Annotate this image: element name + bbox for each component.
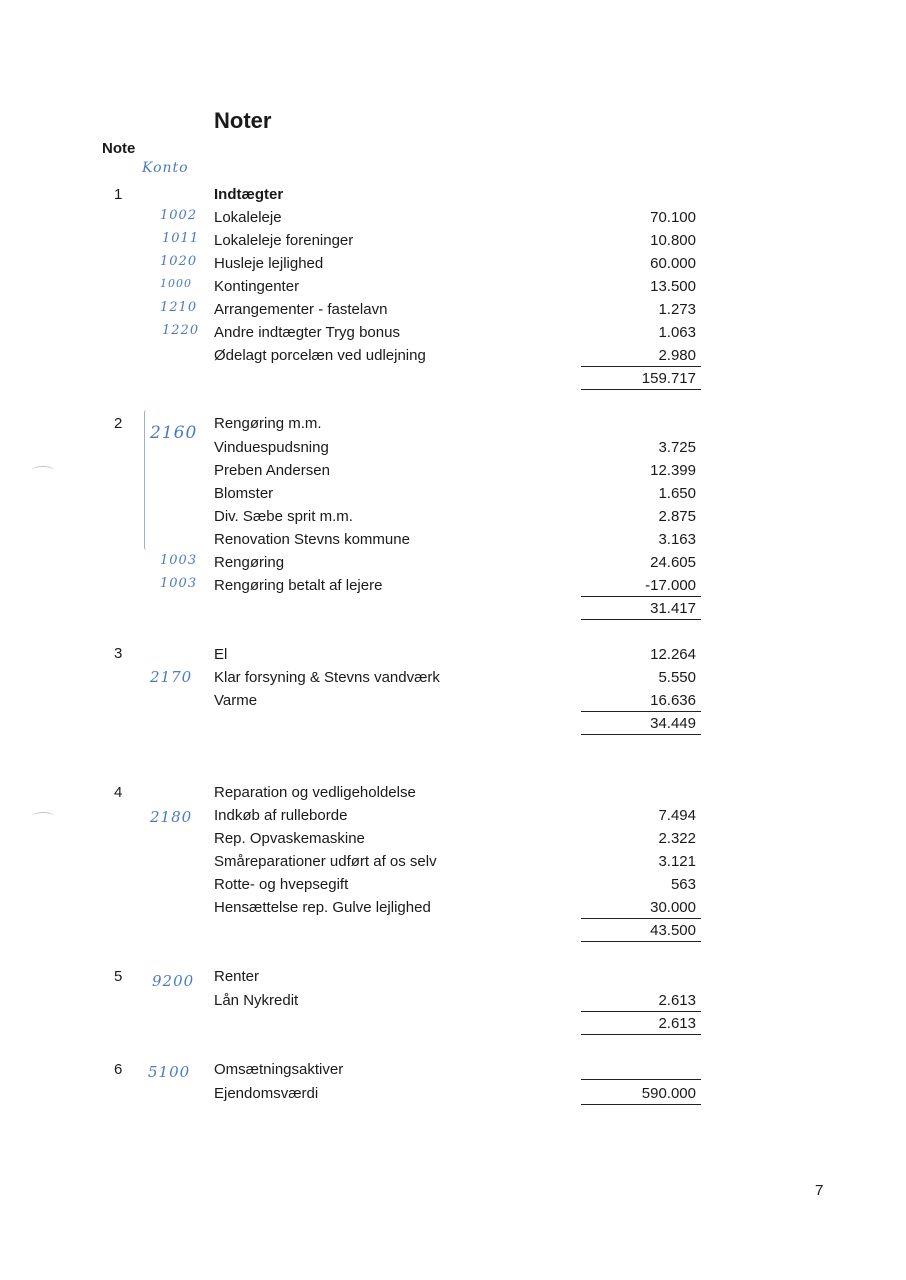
note-row (0, 275, 906, 298)
note-number: 3 (114, 645, 123, 662)
row-value: 563 (670, 876, 696, 893)
handwritten-account: 1220 (162, 323, 200, 338)
note-row (0, 436, 906, 459)
row-value: 70.100 (650, 209, 696, 226)
note-row (0, 505, 906, 528)
total-value: 2.613 (658, 1015, 696, 1032)
note-row (0, 574, 906, 597)
note-row (0, 804, 906, 827)
row-label: Husleje lejlighed (214, 255, 324, 272)
handwritten-account: 9200 (152, 972, 195, 990)
row-label: Andre indtægter Tryg bonus (214, 324, 400, 341)
note-row (0, 666, 906, 689)
row-label: Arrangementer - fastelavn (214, 301, 388, 318)
total-value: 159.717 (641, 370, 696, 387)
handwritten-account: 2180 (150, 808, 193, 826)
row-value: 13.500 (650, 278, 696, 295)
note-row (0, 827, 906, 850)
handwritten-account: 2160 (150, 423, 198, 443)
row-value: 60.000 (650, 255, 696, 272)
row-label: Indkøb af rulleborde (214, 807, 348, 824)
note-total (0, 367, 906, 390)
note-row (0, 689, 906, 712)
handwritten-account: 1210 (160, 300, 198, 315)
row-label: Div. Sæbe sprit m.m. (214, 508, 353, 525)
note-heading: Indtægter (214, 186, 284, 203)
row-value: 3.121 (658, 853, 696, 870)
row-label: Rengøring (214, 554, 285, 571)
note-row (0, 643, 906, 666)
total-value: 43.500 (650, 922, 696, 939)
row-value: -17.000 (645, 577, 696, 594)
row-label: El (214, 646, 228, 663)
note-row (0, 252, 906, 275)
row-value: 2.875 (658, 508, 696, 525)
row-label: Varme (214, 692, 258, 709)
handwritten-account: 1011 (162, 231, 200, 246)
row-label: Ejendomsværdi (214, 1085, 319, 1102)
handwritten-account: 1003 (160, 553, 198, 568)
note-total (0, 712, 906, 735)
note-number: 4 (114, 784, 123, 801)
note-row (0, 482, 906, 505)
row-value: 24.605 (650, 554, 696, 571)
note-row (0, 298, 906, 321)
row-label: Lån Nykredit (214, 992, 299, 1009)
row-value: 30.000 (650, 899, 696, 916)
row-value: 12.399 (650, 462, 696, 479)
row-value: 16.636 (650, 692, 696, 709)
row-label: Lokaleleje (214, 209, 282, 226)
note-row (0, 873, 906, 896)
row-value: 3.163 (658, 531, 696, 548)
row-value: 1.063 (658, 324, 696, 341)
row-value: 2.322 (658, 830, 696, 847)
row-label: Vinduespudsning (214, 439, 329, 456)
note-total (0, 919, 906, 942)
handwritten-account: 5100 (148, 1063, 191, 1081)
note-row (0, 206, 906, 229)
row-value: 1.273 (658, 301, 696, 318)
note-row (0, 459, 906, 482)
row-label: Preben Andersen (214, 462, 330, 479)
total-value: 31.417 (650, 600, 696, 617)
note-row (0, 989, 906, 1012)
row-label: Renovation Stevns kommune (214, 531, 410, 548)
row-value: 12.264 (650, 646, 696, 663)
note-total (0, 1012, 906, 1035)
row-label: Kontingenter (214, 278, 300, 295)
note-column-header: Note (102, 140, 136, 157)
note-heading: Renter (214, 968, 260, 985)
empty-underline (581, 1079, 701, 1080)
note-heading: Rengøring m.m. (214, 415, 322, 432)
note-total (0, 597, 906, 620)
handwritten-account: 2170 (150, 668, 193, 686)
row-label: Hensættelse rep. Gulve lejlighed (214, 899, 431, 916)
handwritten-account: 1003 (160, 576, 198, 591)
row-value: 3.725 (658, 439, 696, 456)
row-value: 2.980 (658, 347, 696, 364)
note-row (0, 344, 906, 367)
row-value: 5.550 (658, 669, 696, 686)
row-value: 1.650 (658, 485, 696, 502)
row-label: Rep. Opvaskemaskine (214, 830, 365, 847)
row-label: Ødelagt porcelæn ved udlejning (214, 347, 426, 364)
note-number: 1 (114, 186, 123, 203)
row-label: Lokaleleje foreninger (214, 232, 354, 249)
note-row (0, 896, 906, 919)
note-number: 5 (114, 968, 123, 985)
row-value: 7.494 (658, 807, 696, 824)
row-label: Klar forsyning & Stevns vandværk (214, 669, 440, 686)
row-label: Blomster (214, 485, 274, 502)
row-label: Rengøring betalt af lejere (214, 577, 383, 594)
row-value: 2.613 (658, 992, 696, 1009)
note-row (0, 321, 906, 344)
note-number: 6 (114, 1061, 123, 1078)
page-title: Noter (214, 108, 272, 133)
note-row (0, 551, 906, 574)
row-value: 590.000 (641, 1085, 696, 1102)
row-label: Småreparationer udført af os selv (214, 853, 437, 870)
handwritten-account: 1000 (160, 277, 192, 290)
handwritten-account: 1002 (160, 208, 198, 223)
note-row (0, 1082, 906, 1105)
page-number: 7 (815, 1182, 824, 1199)
row-label: Rotte- og hvepsegift (214, 876, 349, 893)
note-row (0, 229, 906, 252)
note-heading: Omsætningsaktiver (214, 1061, 344, 1078)
row-value: 10.800 (650, 232, 696, 249)
handwritten-konto-label: Konto (142, 160, 189, 176)
note-number: 2 (114, 415, 123, 432)
note-heading: Reparation og vedligeholdelse (214, 784, 416, 801)
handwritten-account: 1020 (160, 254, 198, 269)
total-value: 34.449 (650, 715, 696, 732)
note-row (0, 850, 906, 873)
note-row (0, 528, 906, 551)
